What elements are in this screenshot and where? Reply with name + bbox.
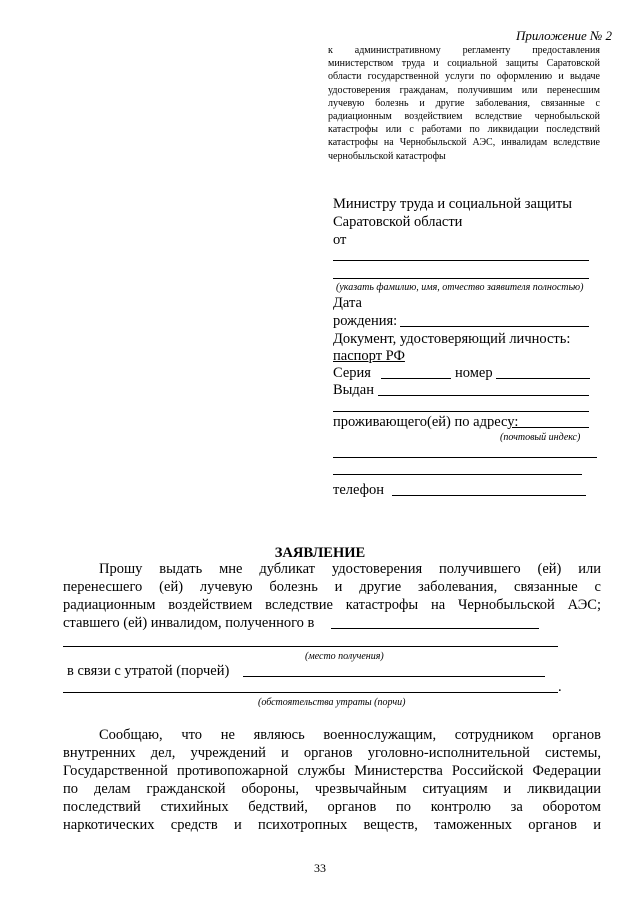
statement-paragraph-1: [63, 560, 601, 632]
statement-line: последствий стихийных бедствий, органов по контролю за оборотом: [63, 799, 601, 815]
loss-field-line-2[interactable]: [63, 692, 558, 693]
loss-field[interactable]: [243, 676, 545, 677]
address-field-line-1[interactable]: [333, 457, 597, 458]
postal-index-hint: (почтовый индекс): [500, 432, 581, 443]
residing-label: проживающего(ей) по адресу:: [333, 414, 519, 430]
statement-line: Прошу выдать мне дубликат удостоверения получившего (ей) или: [99, 561, 601, 577]
number-label: номер: [455, 365, 493, 381]
received-place-field-line-2[interactable]: [63, 646, 558, 647]
from-label: от: [333, 232, 347, 248]
statement-line: внутренних дел, учреждений и органов уголовно-исполнительной системы,: [63, 745, 601, 761]
received-place-field[interactable]: [331, 628, 539, 629]
fio-hint: (указать фамилию, имя, отчество заявителя полностью): [336, 282, 584, 293]
statement-title: ЗАЯВЛЕНИЕ: [274, 545, 366, 561]
address-field-line-2[interactable]: [333, 474, 582, 475]
addressee-line-1: Министру труда и социальной защиты: [333, 196, 572, 212]
addressee-line-2: Саратовской области: [333, 214, 463, 230]
fio-field-line-2[interactable]: [333, 278, 589, 279]
received-place-hint: (место получения): [305, 651, 384, 662]
statement-line: наркотических средств и психотропных веществ, таможенных органов и: [63, 817, 601, 833]
birth-date-field[interactable]: [400, 326, 589, 327]
series-field[interactable]: [381, 378, 451, 379]
statement-line: по делам гражданской обороны, чрезвычайным ситуациям и ликвидации: [63, 781, 601, 797]
series-label: Серия: [333, 365, 371, 381]
issued-field-line-2[interactable]: [333, 411, 589, 412]
period-mark: .: [558, 679, 562, 695]
loss-hint: (обстоятельства утраты (порчи): [258, 697, 406, 708]
statement-line: ставшего (ей) инвалидом, полученного в: [63, 615, 315, 631]
statement-line: радиационным воздействием вследствие катастрофы на Чернобыльской АЭС;: [63, 597, 601, 613]
id-document-value: паспорт РФ: [333, 348, 405, 364]
number-field[interactable]: [496, 378, 590, 379]
postal-index-field[interactable]: [512, 427, 589, 428]
statement-line: Сообщаю, что не являюсь военнослужащим, сотрудником органов: [99, 727, 601, 743]
issued-field[interactable]: [378, 395, 589, 396]
phone-field[interactable]: [392, 495, 586, 496]
loss-label: в связи с утратой (порчей): [67, 663, 230, 679]
appendix-label: Приложение № 2: [515, 28, 612, 43]
issued-label: Выдан: [333, 382, 374, 398]
statement-line: перенесшего (ей) лучевую болезнь и другие заболевания, связанные с: [63, 579, 601, 595]
reglament-reference: к административному регламенту предоставления министерством труда и социальной защиты Саратовской области государственной услуги по оформлению и выдаче удостоверения гражданам, получившим или перенесшим лучевую болезнь и другие заболевания, связанные с радиационным воздействием вследствие чернобыльской катастрофы или с работами по ликвидации последствий катастрофы на Чернобыльской АЭС, инвалидам вследствие чернобыльской катастрофы: [328, 45, 600, 162]
phone-label: телефон: [333, 482, 385, 498]
birth-label-2: рождения:: [333, 313, 398, 329]
birth-label-1: Дата: [333, 295, 362, 311]
page-number: 33: [314, 861, 326, 875]
statement-paragraph-2: [63, 726, 601, 834]
statement-line: Государственной противопожарной службы Министерства Российской Федерации: [63, 763, 601, 779]
id-document-label: Документ, удостоверяющий личность:: [333, 331, 571, 347]
fio-field-line-1[interactable]: [333, 260, 589, 261]
